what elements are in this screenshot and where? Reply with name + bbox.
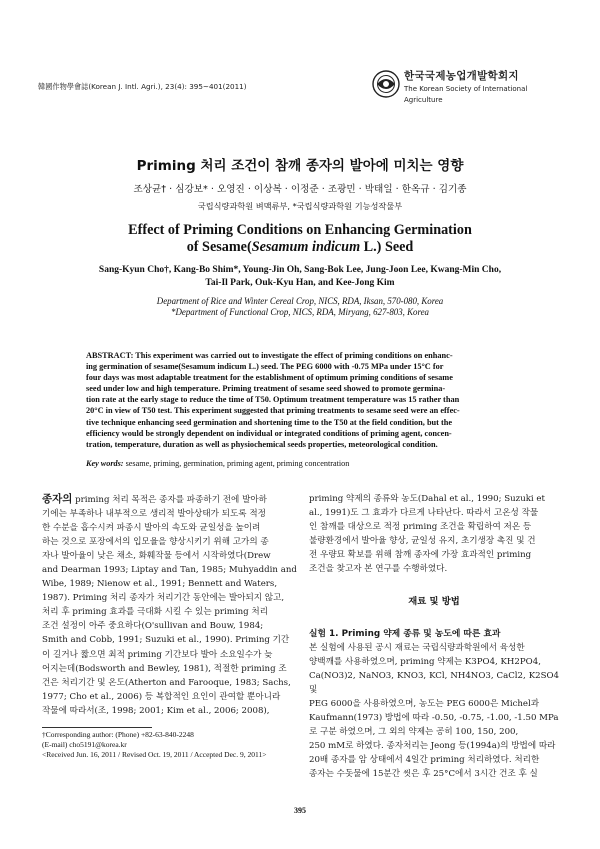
society-name-en-line2: Agriculture [404, 96, 443, 104]
society-name-ko: 한국국제농업개발학회지 [404, 70, 519, 82]
body-line: 처리 후 priming 효과를 극대화 시킬 수 있는 priming 처리 [42, 607, 268, 618]
footnote-divider [42, 727, 152, 728]
section-heading-methods: 재료 및 방법 [408, 596, 460, 607]
affiliation-english [0, 296, 600, 318]
title-english-line2: of Sesame(Sesamum indicum L.) Seed [186, 239, 414, 255]
body-line: 기에는 부족하나 내부적으로 생리적 발아상태가 되도록 적정 [42, 509, 266, 520]
body-line: 전 우량묘 확보를 위해 참깨 종자에 가장 효과적인 priming [309, 550, 532, 561]
body-line: and Dearman 1993; Liptay and Tan, 1985; Muhyaddin and [42, 565, 297, 576]
footnote-email: (E-mail) cho5191@korea.kr [42, 740, 127, 749]
body-line: Kaufmann(1973) 방법에 따라 -0.50, -0.75, -1.00, -1.50 MPa [309, 713, 559, 724]
affiliation-english-line2: *Department of Functional Crop, NICS, RDA, Miryang, 627-803, Korea [171, 307, 429, 317]
body-line: 작물에 따라서(조, 1998; 2001; Kim et al., 2006; 2008), [42, 705, 270, 716]
body-line: 조건 설정이 아주 중요하다(O'sullivan and Bouw, 1984; [42, 621, 264, 632]
experiment-1-heading: 실험 1. Priming 약제 종류 및 농도에 따른 효과 [309, 629, 501, 639]
body-line: Smith and Cobb, 1991; Suzuki et al., 1990). Priming 기간 [42, 635, 290, 646]
abstract-line: efficiency would be strongly dependent on individual or integrated conditions of priming agent, concen- [86, 428, 452, 438]
body-right-column [309, 492, 559, 576]
society-logo-icon [372, 70, 400, 98]
body-line: 불량환경에서 발아율 향상, 균일성 유지, 초기생장 촉진 및 건 [309, 536, 536, 547]
body-line: 하는 것으로 포장에서의 입모율을 향상시키기 위해 고가의 종 [42, 537, 269, 548]
body-line: 1977; Cho et al., 2006) 등 복합적인 요인이 관여할 뿐아니라 [42, 691, 281, 702]
body-line: priming 약제의 종류와 농도(Dahal et al., 1990; Suzuki et [309, 494, 545, 504]
body-line: 종자는 수돗물에 15분간 씻은 후 25°C에서 3시간 건조 후 실 [309, 769, 538, 780]
affiliation-korean: 국립식량과학원 벼맥류부, *국립식량과학원 기능성작물부 [197, 201, 403, 211]
body-line: 1987). Priming 처리 종자가 처리기간 동안에는 발아되지 않고, [42, 593, 285, 604]
body-line: Wibe, 1989; Nienow et al., 1991; Bennett and Waters, [42, 579, 278, 590]
abstract-line: tive technique enhancing seed germination and shortening time to the T50 at the field condition, but the [86, 417, 453, 427]
footnote [42, 730, 300, 760]
society-name-en-line1: The Korean Society of International [404, 85, 528, 93]
abstract-line: tion rate at the early stage to reduce the time of T50. Optimum treatment temperature was 15 rather than [86, 395, 460, 405]
authors-english [0, 264, 600, 289]
body-line: 이 길거나 짧으면 최적 priming 기간보다 발아 소요일수가 늦 [42, 649, 273, 660]
footnote-corresponding: †Corresponding author: (Phone) +82-63-840-2248 [42, 730, 194, 739]
abstract-line: ABSTRACT: This experiment was carried out to investigate the effect of priming conditions on enhanc- [86, 351, 453, 360]
keywords-label: Key words: [86, 459, 124, 468]
body-line: PEG 6000을 사용하였으며, 농도는 PEG 6000은 Michel과 [309, 699, 540, 710]
authors-english-line1: Sang-Kyun Cho†, Kang-Bo Shim*, Young-Jin Oh, Sang-Bok Lee, Jung-Joon Lee, Kwang-Min Cho, [98, 265, 502, 275]
abstract-line: ing germination of sesame(Sesamum indicum L.) seed. The PEG 6000 with -0.75 MPa under 15°C for [86, 362, 444, 372]
authors-english-line2: Tai-Il Park, Ouk-Kyu Han, and Kee-Jong Kim [205, 277, 395, 288]
keywords [86, 458, 516, 469]
body-line: 종자의 priming 처리 목적은 종자를 파종하기 전에 발아하 [42, 493, 267, 505]
body-line: al., 1991)도 그 효과가 다르게 나타난다. 따라서 고온성 작물 [309, 508, 539, 519]
body-line: 양백깨를 사용하였으며, priming 약제는 K3PO4, KH2PO4, [309, 657, 541, 668]
body-line: 인 참깨를 대상으로 적정 priming 조건을 확립하여 저온 등 [309, 522, 532, 533]
body-line: 본 실험에 사용된 공시 재료는 국립식량과학원에서 육성한 [309, 643, 525, 654]
body-left-column [42, 492, 300, 718]
body-line: 건은 처리기간 및 온도(Atherton and Farooque, 1983; Sachs, [42, 677, 291, 688]
species-name: Sesamum indicum [251, 239, 361, 255]
abstract-line: tration, temperature, duration as well as physiochemical seeds properties, meteorological condition. [86, 439, 438, 449]
body-line: 어지는데(Bodsworth and Bewley, 1981), 적절한 priming 조 [42, 663, 287, 674]
footnote-received-dates: <Received Jun. 16, 2011 / Revised Oct. 19, 2011 / Accepted Dec. 9, 2011> [42, 750, 267, 759]
title-english [0, 222, 600, 256]
experiment-1-block [309, 627, 559, 782]
body-line: 20배 종자를 암 상태에서 4일간 priming 처리하였다. 처리한 [309, 755, 540, 766]
abstract-line: four days was most adaptable treatment for the establishment of optimum priming conditions of sesame [86, 373, 453, 383]
intro-lead-word: 종자의 [42, 493, 73, 505]
page-number: 395 [294, 806, 306, 815]
affiliation-english-line1: Department of Rice and Winter Cereal Crop, NICS, RDA, Iksan, 570-080, Korea [156, 296, 444, 306]
title-english-line1: Effect of Priming Conditions on Enhancing Germination [128, 222, 472, 238]
body-line: 자나 발아율이 낮은 채소, 화훼작물 등에서 시작하였다(Drew [42, 551, 271, 562]
title-korean: Priming 처리 조건이 참깨 종자의 발아에 미치는 영향 [136, 158, 464, 174]
society-name [404, 68, 527, 105]
body-line: 로 구분 하였으며, 그 외의 약제는 공히 100, 150, 200, [309, 727, 519, 738]
body-line: 한 수분을 흡수시켜 파종시 발아의 속도와 균일성을 높이려 [42, 523, 261, 534]
body-line: 조건을 찾고자 본 연구를 수행하였다. [309, 564, 448, 575]
authors-korean: 조상균† · 심강보* · 오영진 · 이상복 · 이정준 · 조광민 · 박태일 · 한옥규 · 김기종 [133, 184, 467, 195]
abstract-line: seed under low and high temperature. Priming treatment of sesame seed showed to promote germina- [86, 384, 446, 394]
abstract-line: 20°C in view of T50 test. This experiment suggested that priming treatments to sesame seed were an effec- [86, 406, 460, 416]
journal-reference: 韓國作物學會誌(Korean J. Intl. Agri.), 23(4): 395~401(2011) [38, 82, 247, 91]
abstract [86, 350, 516, 450]
keywords-list: sesame, priming, germination, priming agent, priming concentration [125, 459, 350, 468]
body-line: Ca(NO3)2, NaNO3, KNO3, KCl, NH4NO3, CaCl2, K2SO4 및 [309, 671, 559, 696]
body-line: 250 mM로 하였다. 종자처리는 Jeong 등(1994a)의 방법에 따라 [309, 741, 556, 752]
